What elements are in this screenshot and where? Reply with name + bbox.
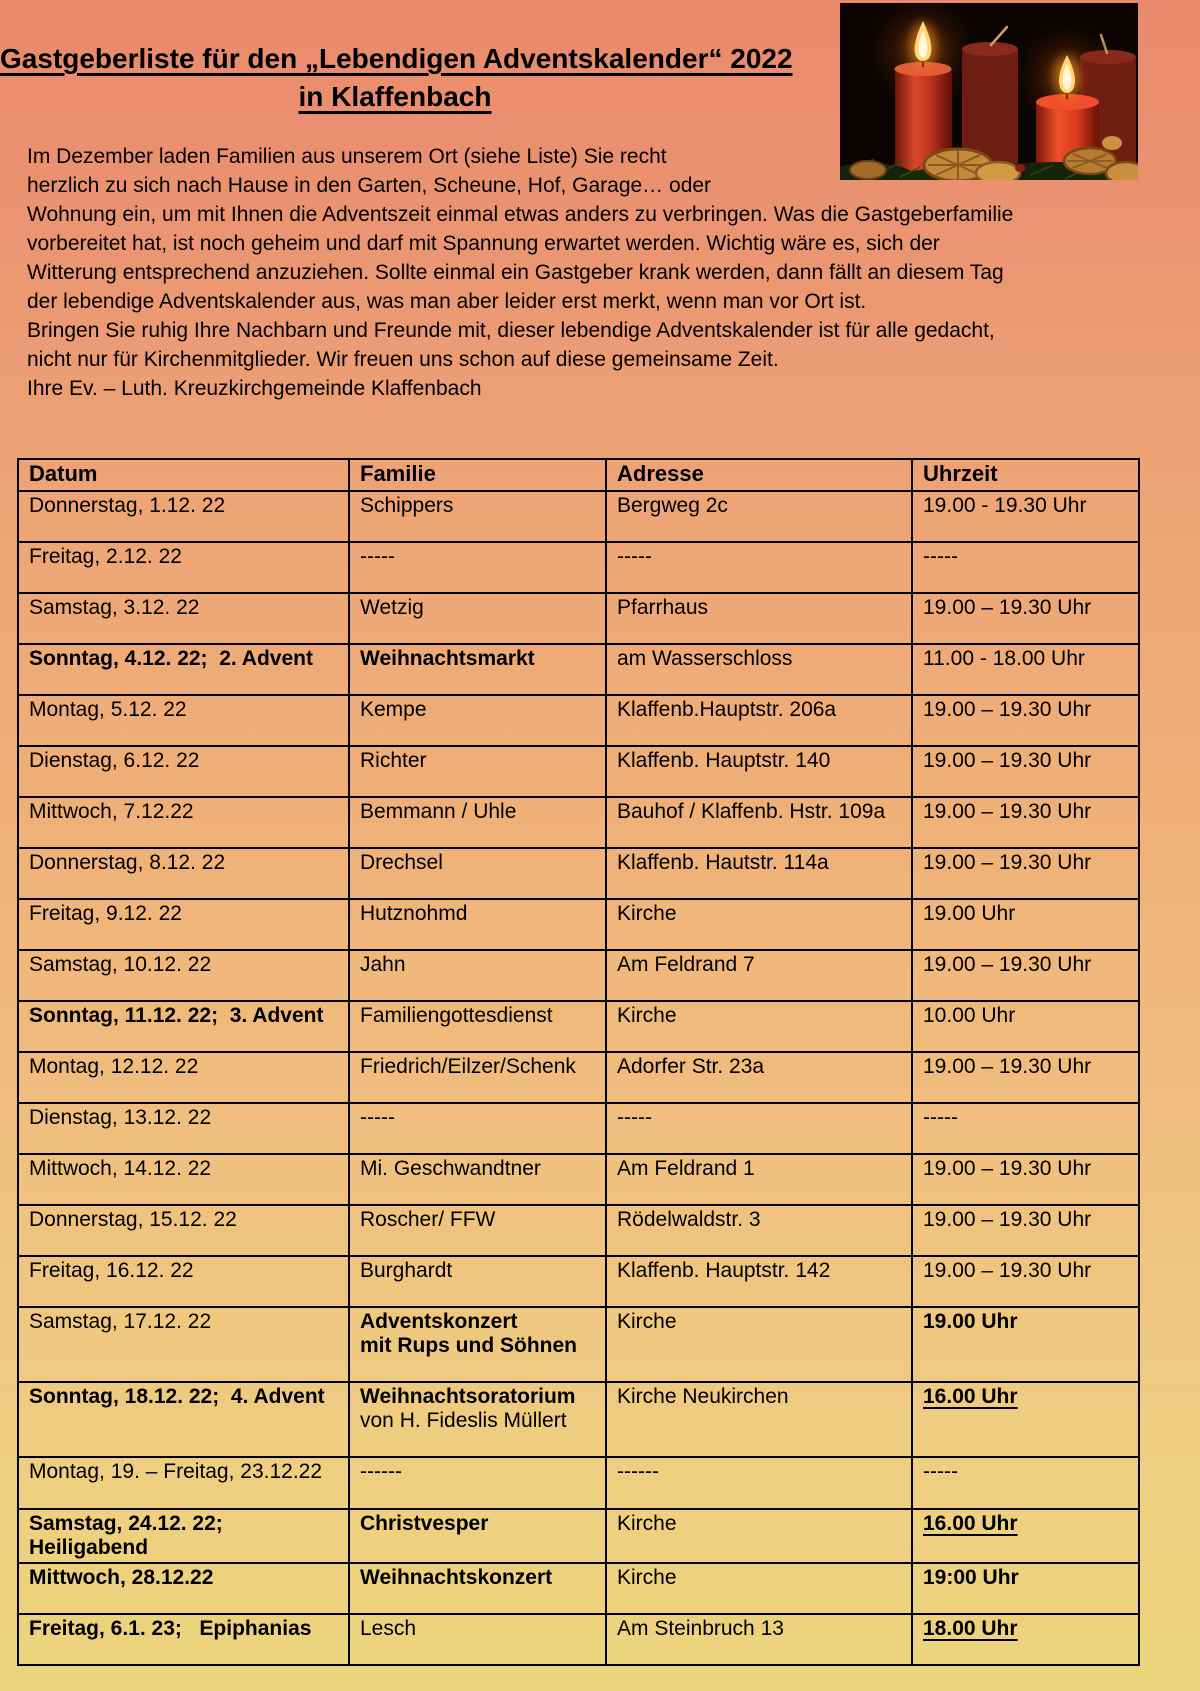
cell-text: Kirche [617,902,677,925]
table-cell [912,542,1139,593]
table-cell [18,848,349,899]
cell-text: ----- [360,545,395,568]
cell-text: Adorfer Str. 23a [617,1055,765,1078]
cell-text: Klaffenb. Hauptstr. 142 [617,1259,831,1282]
table-cell [606,491,912,542]
table-row [18,950,1139,1001]
table-cell [18,1103,349,1154]
intro-line: vorbereitet hat, ist noch geheim und darf mit Spannung erwartet werden. Wichtig wäre es, sich der [27,232,940,255]
cell-text: Kirche [617,1566,677,1589]
cell-text: Wetzig [360,596,424,619]
table-row [18,1154,1139,1205]
table-cell [18,1001,349,1052]
cell-text: 19.00 – 19.30 Uhr [923,800,1092,823]
table-cell [606,1154,912,1205]
table-row [18,1256,1139,1307]
cell-text: 19.00 – 19.30 Uhr [923,596,1092,619]
page-title-line-2: in Klaffenbach [298,81,492,112]
cell-text: Freitag, 16.12. 22 [29,1259,194,1282]
intro-line: Bringen Sie ruhig Ihre Nachbarn und Freunde mit, dieser lebendige Adventskalender ist für alle gedacht, [27,319,995,342]
table-cell [349,491,606,542]
table-cell [912,593,1139,644]
table-cell [349,1001,606,1052]
cell-text: Mittwoch, 7.12.22 [29,800,194,823]
table-cell [606,1307,912,1382]
cell-text: Familiengottesdienst [360,1004,553,1027]
cell-text: ----- [923,1106,958,1129]
table-cell [606,593,912,644]
table-row [18,1307,1139,1382]
table-row [18,542,1139,593]
cell-text: ----- [923,545,958,568]
table-cell [18,1563,349,1614]
table-cell [912,1614,1139,1665]
cell-text: ------ [617,1460,659,1483]
cell-text: Mittwoch, 28.12.22 [29,1566,214,1589]
table-cell [606,1457,912,1509]
cell-text: Burghardt [360,1259,453,1282]
table-row [18,797,1139,848]
cell-text: Weihnachtsmarkt [360,647,535,670]
table-cell [349,1563,606,1614]
table-cell [349,1256,606,1307]
table-row [18,1205,1139,1256]
table-cell [606,1256,912,1307]
table-cell [606,797,912,848]
table-cell [18,1052,349,1103]
cell-text: Klaffenb. Hautstr. 114a [617,851,829,874]
table-row [18,746,1139,797]
cell-text: Montag, 12.12. 22 [29,1055,199,1078]
table-row [18,1103,1139,1154]
table-cell [912,899,1139,950]
cell-text: 19.00 – 19.30 Uhr [923,1208,1092,1231]
table-cell [18,695,349,746]
table-cell [18,1154,349,1205]
cell-text: am Wasserschloss [617,647,793,670]
cell-text: Kempe [360,698,427,721]
table-cell [18,1307,349,1382]
cell-text: Richter [360,749,427,772]
table-cell [912,1457,1139,1509]
table-cell [18,746,349,797]
cell-text: Donnerstag, 1.12. 22 [29,494,226,517]
column-header: Uhrzeit [912,459,1139,491]
column-header: Familie [349,459,606,491]
table-row [18,899,1139,950]
table-cell [349,644,606,695]
table-cell [18,1509,349,1563]
cell-text: Heiligabend [29,1536,149,1559]
cell-text: Kirche [617,1310,677,1333]
cell-text: von H. Fideslis Müllert [360,1409,567,1432]
table-row [18,593,1139,644]
column-header: Datum [18,459,349,491]
cell-text: ----- [360,1106,395,1129]
cell-text: Mittwoch, 14.12. 22 [29,1157,212,1180]
intro-line: nicht nur für Kirchenmitglieder. Wir freuen uns schon auf diese gemeinsame Zeit. [27,348,779,371]
cell-text: Christvesper [360,1512,489,1535]
table-row [18,1001,1139,1052]
cell-text: Bergweg 2c [617,494,728,517]
cell-text: Am Feldrand 1 [617,1157,755,1180]
intro-line: Witterung entsprechend anzuziehen. Sollte einmal ein Gastgeber krank werden, dann fällt an diesem Tag [27,261,1004,284]
table-cell [606,899,912,950]
cell-text: Lesch [360,1617,417,1640]
table-cell [349,1052,606,1103]
table-cell [606,950,912,1001]
table-row [18,1614,1139,1665]
table-cell [349,1103,606,1154]
cell-text: Sonntag, 18.12. 22; 4. Advent [29,1385,325,1408]
table-cell [18,1256,349,1307]
cell-text: ----- [617,1106,652,1129]
table-cell [912,1001,1139,1052]
table-cell [18,644,349,695]
cell-text: Kirche [617,1004,677,1027]
cell-text: 10.00 Uhr [923,1004,1016,1027]
cell-text: Friedrich/Eilzer/Schenk [360,1055,576,1078]
table-cell [18,491,349,542]
table-row [18,1382,1139,1457]
table-cell [912,644,1139,695]
cell-text: Samstag, 10.12. 22 [29,953,212,976]
table-cell [606,1103,912,1154]
cell-text: Samstag, 24.12. 22; [29,1512,223,1535]
table-cell [349,1307,606,1382]
cell-text: Montag, 19. – Freitag, 23.12.22 [29,1460,323,1483]
cell-text: Hutznohmd [360,902,468,925]
table-cell [18,899,349,950]
table-row [18,1052,1139,1103]
table-cell [912,1256,1139,1307]
cell-text: Pfarrhaus [617,596,709,619]
cell-text: 19.00 Uhr [923,902,1016,925]
table-cell [912,746,1139,797]
cell-text: Sonntag, 4.12. 22; 2. Advent [29,647,313,670]
cell-text: Klaffenb.Hauptstr. 206a [617,698,837,721]
cell-text: Adventskonzert [360,1310,518,1333]
cell-text: 19.00 - 19.30 Uhr [923,494,1087,517]
cell-text: Donnerstag, 8.12. 22 [29,851,226,874]
table-cell [18,950,349,1001]
table-cell [18,797,349,848]
table-row [18,644,1139,695]
table-cell [349,899,606,950]
cell-text: Samstag, 3.12. 22 [29,596,200,619]
intro-line: Im Dezember laden Familien aus unserem Ort (siehe Liste) Sie recht [27,145,667,168]
cell-text: 11.00 - 18.00 Uhr [923,647,1085,670]
table-cell [18,593,349,644]
table-cell [606,1509,912,1563]
cell-text: Kirche Neukirchen [617,1385,789,1408]
table-cell [606,1563,912,1614]
table-cell [349,1509,606,1563]
table-cell [18,1614,349,1665]
cell-text: 16.00 Uhr [923,1512,1018,1535]
cell-text: Dienstag, 13.12. 22 [29,1106,212,1129]
table-cell [606,1614,912,1665]
cell-text: 19.00 – 19.30 Uhr [923,1259,1092,1282]
intro-paragraph [27,142,1013,403]
table-cell [912,797,1139,848]
page-title-line-1: Gastgeberliste für den „Lebendigen Adventskalender“ 2022 [0,43,793,74]
cell-text: Sonntag, 11.12. 22; 3. Advent [29,1004,324,1027]
table-header-row [18,459,1139,491]
cell-text: ----- [617,545,652,568]
table-cell [606,644,912,695]
table-cell [606,1001,912,1052]
table-cell [606,1205,912,1256]
table-row [18,695,1139,746]
cell-text: Am Feldrand 7 [617,953,755,976]
table-row [18,848,1139,899]
cell-text: ------ [360,1460,402,1483]
table-cell [912,1509,1139,1563]
table-cell [606,542,912,593]
table-row [18,491,1139,542]
cell-text: 18.00 Uhr [923,1617,1018,1640]
intro-line: der lebendige Adventskalender aus, was man aber leider erst merkt, wenn man vor Ort ist. [27,290,867,313]
table-cell [912,848,1139,899]
table-cell [349,593,606,644]
page-title [0,40,793,116]
cell-text: 19.00 – 19.30 Uhr [923,698,1092,721]
intro-line: herzlich zu sich nach Hause in den Garten, Scheune, Hof, Garage… oder [27,174,712,197]
cell-text: 19.00 – 19.30 Uhr [923,953,1092,976]
cell-text: Bemmann / Uhle [360,800,517,823]
table-cell [18,1382,349,1457]
table-cell [349,1457,606,1509]
table-cell [912,1103,1139,1154]
table-cell [349,695,606,746]
table-cell [18,542,349,593]
cell-text: Drechsel [360,851,443,874]
cell-text: Freitag, 9.12. 22 [29,902,182,925]
table-cell [912,1205,1139,1256]
cell-text: 19.00 – 19.30 Uhr [923,1157,1092,1180]
cell-text: Jahn [360,953,406,976]
table-cell [606,848,912,899]
host-list-table [17,458,1140,1666]
cell-text: Dienstag, 6.12. 22 [29,749,200,772]
table-cell [606,1382,912,1457]
cell-text: 16.00 Uhr [923,1385,1018,1408]
cell-text: Am Steinbruch 13 [617,1617,784,1640]
table-cell [912,695,1139,746]
column-header: Adresse [606,459,912,491]
cell-text: Weihnachtskonzert [360,1566,553,1589]
table-cell [349,542,606,593]
table-row [18,1509,1139,1563]
cell-text: Montag, 5.12. 22 [29,698,187,721]
cell-text: 19.00 – 19.30 Uhr [923,851,1092,874]
table-cell [912,1563,1139,1614]
cell-text: Freitag, 2.12. 22 [29,545,182,568]
table-cell [349,848,606,899]
table-cell [606,695,912,746]
cell-text: ----- [923,1460,958,1483]
cell-text: Klaffenb. Hauptstr. 140 [617,749,831,772]
cell-text: 19.00 – 19.30 Uhr [923,1055,1092,1078]
cell-text: Mi. Geschwandtner [360,1157,541,1180]
cell-text: mit Rups und Söhnen [360,1334,577,1357]
table-cell [912,1052,1139,1103]
table-body [18,491,1139,1665]
table-cell [349,1614,606,1665]
table-cell [18,1457,349,1509]
table-row [18,1563,1139,1614]
table-cell [349,1154,606,1205]
table-cell [912,950,1139,1001]
table-cell [606,1052,912,1103]
table-cell [912,1154,1139,1205]
table-cell [18,1205,349,1256]
cell-text: Weihnachtsoratorium [360,1385,576,1408]
table-cell [912,1382,1139,1457]
cell-text: 19:00 Uhr [923,1566,1019,1589]
table-cell [606,746,912,797]
table-row [18,1457,1139,1509]
cell-text: Bauhof / Klaffenb. Hstr. 109a [617,800,886,823]
cell-text: 19.00 Uhr [923,1310,1018,1333]
table-cell [349,797,606,848]
cell-text: Schippers [360,494,454,517]
cell-text: Rödelwaldstr. 3 [617,1208,761,1231]
table-cell [349,746,606,797]
cell-text: Roscher/ FFW [360,1208,496,1231]
cell-text: Samstag, 17.12. 22 [29,1310,212,1333]
table-cell [912,491,1139,542]
table-cell [349,1382,606,1457]
cell-text: 19.00 – 19.30 Uhr [923,749,1092,772]
cell-text: Kirche [617,1512,677,1535]
intro-line: Wohnung ein, um mit Ihnen die Adventszeit einmal etwas anders zu verbringen. Was die Gastgeberfamilie [27,203,1014,226]
cell-text: Freitag, 6.1. 23; Epiphanias [29,1617,312,1640]
intro-line: Ihre Ev. – Luth. Kreuzkirchgemeinde Klaffenbach [27,377,482,400]
table-cell [349,950,606,1001]
table-cell [349,1205,606,1256]
table-cell [912,1307,1139,1382]
cell-text: Donnerstag, 15.12. 22 [29,1208,237,1231]
